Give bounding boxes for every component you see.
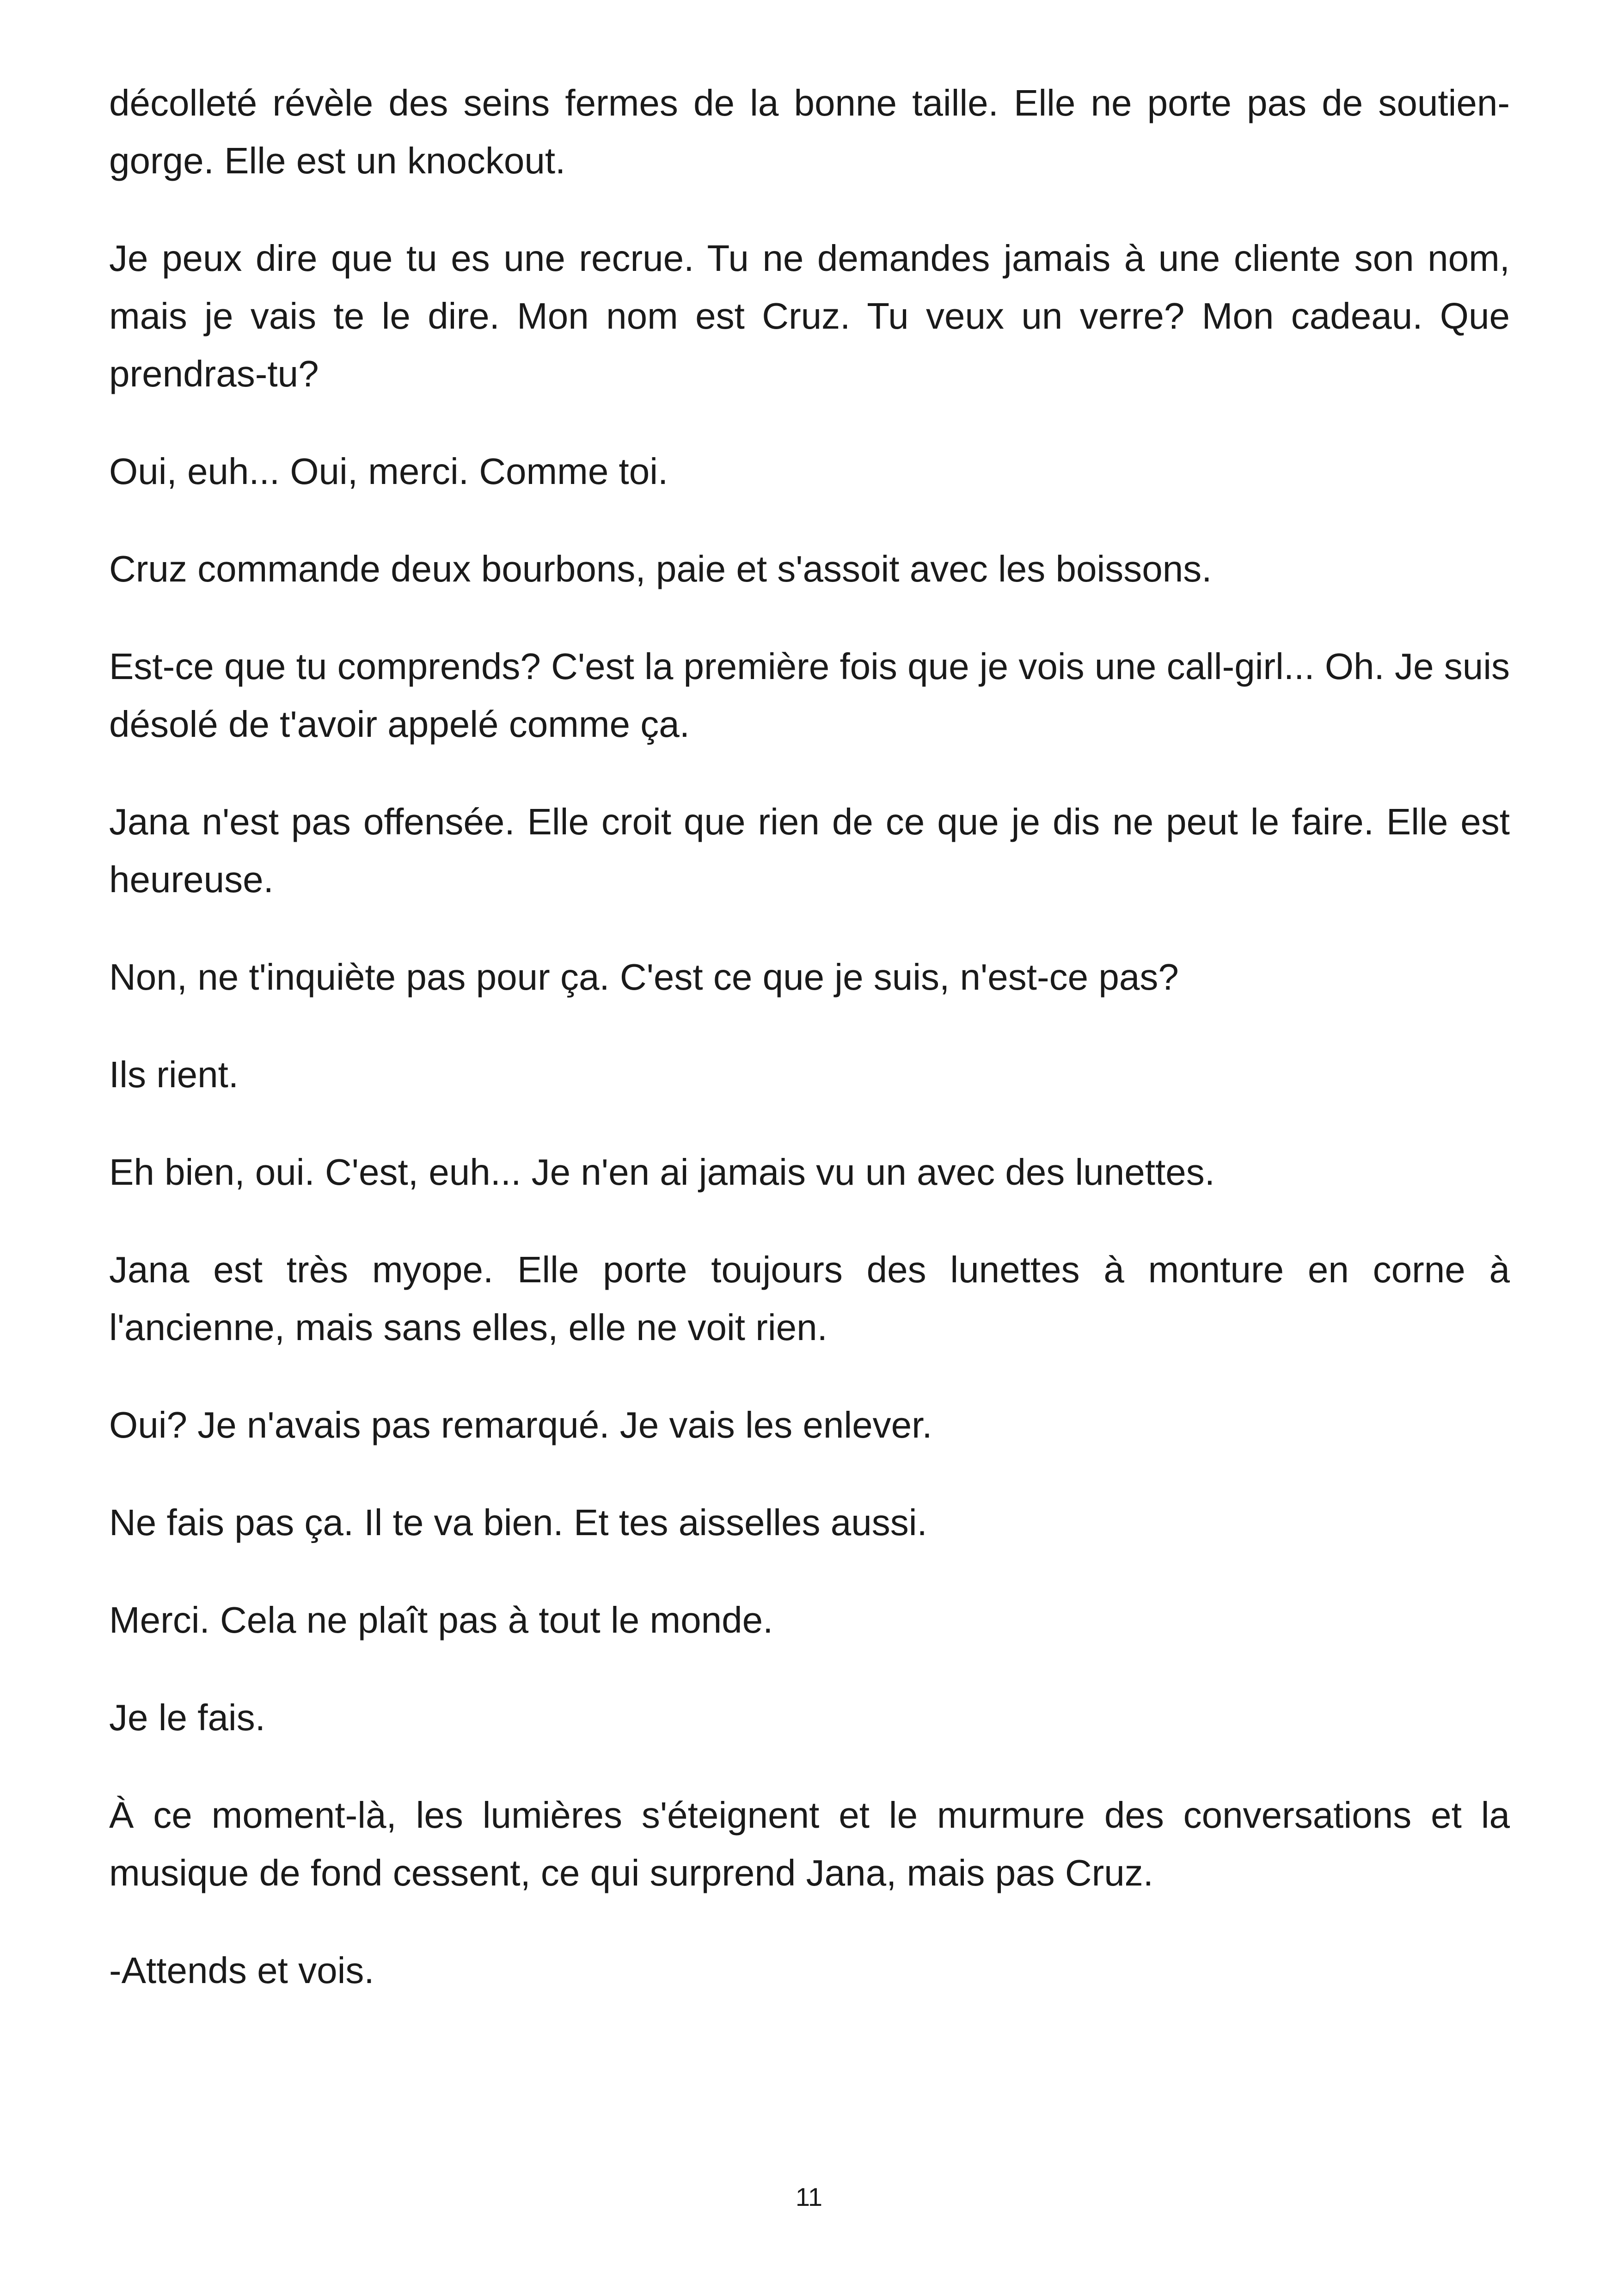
paragraph: Ne fais pas ça. Il te va bien. Et tes aisselles aussi. xyxy=(109,1502,927,1543)
paragraph: -Attends et vois. xyxy=(109,1950,374,1991)
paragraph: Oui? Je n'avais pas remarqué. Je vais les enlever. xyxy=(109,1404,932,1445)
paragraph: Ils rient. xyxy=(109,1054,239,1095)
paragraph: Jana est très myope. Elle porte toujours des lunettes à monture en corne à l'ancienne, mais sans elles, elle ne voit rien. xyxy=(109,1249,1510,1348)
paragraph: Cruz commande deux bourbons, paie et s'assoit avec les boissons. xyxy=(109,548,1212,589)
paragraph: Oui, euh... Oui, merci. Comme toi. xyxy=(109,451,668,492)
paragraph: À ce moment-là, les lumières s'éteignent et le murmure des conversations et la musique de fond cessent, ce qui surprend Jana, mais pas Cruz. xyxy=(109,1794,1510,1893)
paragraph: Non, ne t'inquiète pas pour ça. C'est ce que je suis, n'est-ce pas? xyxy=(109,956,1179,998)
paragraph: Je le fais. xyxy=(109,1697,265,1738)
paragraph: décolleté révèle des seins fermes de la bonne taille. Elle ne porte pas de soutien-gorge. Elle est un knockout. xyxy=(109,82,1510,181)
page-number: 11 xyxy=(795,2182,823,2211)
paragraph: Merci. Cela ne plaît pas à tout le monde. xyxy=(109,1599,773,1641)
page-body-text xyxy=(109,74,1510,2039)
paragraph: Est-ce que tu comprends? C'est la première fois que je vois une call-girl... Oh. Je suis désolé de t'avoir appelé comme ça. xyxy=(109,646,1510,745)
paragraph: Jana n'est pas offensée. Elle croit que rien de ce que je dis ne peut le faire. Elle est heureuse. xyxy=(109,801,1510,900)
paragraph: Eh bien, oui. C'est, euh... Je n'en ai jamais vu un avec des lunettes. xyxy=(109,1151,1215,1193)
paragraph: Je peux dire que tu es une recrue. Tu ne demandes jamais à une cliente son nom, mais je vais te le dire. Mon nom est Cruz. Tu veux un verre? Mon cadeau. Que prendras-tu? xyxy=(109,238,1510,394)
